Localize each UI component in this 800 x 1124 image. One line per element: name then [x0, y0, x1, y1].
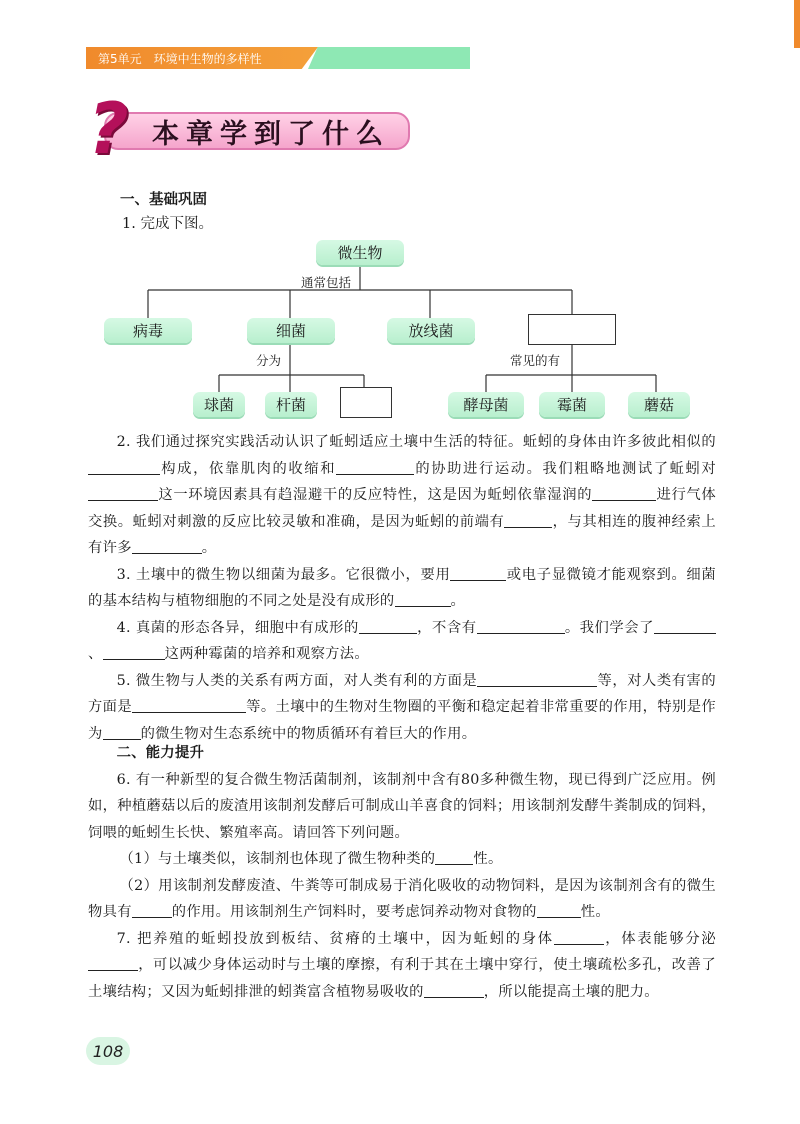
blank-box-bacteria-type	[340, 387, 392, 418]
question-3: 3. 土壤中的微生物以细菌为最多。它很微小，要用 或电子显微镜才能观察到。细菌的基本结构与植物细胞的不同之处是没有成形的 。	[88, 566, 716, 609]
node-bacteria: 细菌	[247, 318, 335, 343]
question-7: 7. 把养殖的蚯蚓投放到板结、贫瘠的土壤中，因为蚯蚓的身体 ，体表能够分泌，可以减少身体运动时与土壤的摩擦，有利于其在土壤中穿行，使土壤疏松多孔，改善了土壤结构；又因为蚯蚓排泄的蚓粪富含植物易吸收的 ，所以能提高土壤的肥力。	[88, 930, 716, 1000]
question-6-1: （1）与土壤类似，该制剂也体现了微生物种类的 性。	[119, 851, 503, 867]
edge-label-usually-includes: 通常包括	[301, 275, 352, 290]
question-4: 4. 真菌的形态各异，细胞中有成形的 ，不含有 。我们学会了、 这两种霉菌的培养和观察方法。	[88, 615, 716, 668]
edge-label-common: 常见的有	[510, 353, 561, 368]
node-microorganism: 微生物	[316, 240, 404, 265]
question-6-2: （2）用该制剂发酵废渣、牛粪等可制成易于消化吸收的动物饲料，是因为该制剂含有的微生物具有 的作用。用该制剂生产饲料时，要考虑饲养动物对食物的 性。	[88, 877, 716, 920]
node-bacillus: 杆菌	[265, 392, 317, 417]
unit-label: 第5单元 环境中生物的多样性	[98, 52, 262, 66]
question-6: 6. 有一种新型的复合微生物活菌制剂，该制剂中含有80多种微生物，现已得到广泛应用。例如，种植蘑菇以后的废渣用该制剂发酵后可制成山羊喜食的饲料；用该制剂发酵牛粪制成的饲料，饲喂的蚯蚓生长快、繁殖率高。请回答下列问题。	[88, 771, 716, 841]
node-virus: 病毒	[104, 318, 192, 343]
node-actinomycete: 放线菌	[387, 318, 475, 343]
question-5: 5. 微生物与人类的关系有两方面，对人类有利的方面是 等，对人类有害的方面是 等。土壤中的生物对生物圈的平衡和稳定起着非常重要的作用，特别是作为 的微生物对生态系统中的物质循环有着巨大的作用。	[88, 672, 716, 742]
edge-label-divided-into: 分为	[256, 353, 282, 368]
node-mushroom: 蘑菇	[628, 392, 690, 417]
node-yeast: 酵母菌	[448, 392, 524, 417]
question-2: 2. 我们通过探究实践活动认识了蚯蚓适应土壤中生活的特征。蚯蚓的身体由许多彼此相似的构成，依靠肌肉的收缩和 的协助进行运动。我们粗略地测试了蚯蚓对这一环境因素具有趋湿避干的反应特性，这是因为蚯蚓依靠湿润的 进行气体交换。蚯蚓对刺激的反应比较灵敏和准确，是因为蚯蚓的前端有 ，与其相连的腹神经索上有许多 。	[88, 434, 716, 556]
page-number: 108	[86, 1037, 130, 1065]
node-mold: 霉菌	[539, 392, 605, 417]
chapter-title: 本章学到了什么	[152, 119, 390, 150]
node-coccus: 球菌	[193, 392, 245, 417]
question-1: 1. 完成下图。	[122, 216, 213, 232]
questions-basic	[88, 429, 716, 747]
diagram-connectors	[0, 0, 800, 430]
question-mark-icon: ?	[88, 88, 129, 170]
section-heading-advanced: 二、能力提升	[116, 745, 205, 761]
questions-advanced	[88, 740, 716, 1005]
blank-box-fungi	[528, 314, 616, 345]
section-heading-basic: 一、基础巩固	[120, 192, 207, 208]
